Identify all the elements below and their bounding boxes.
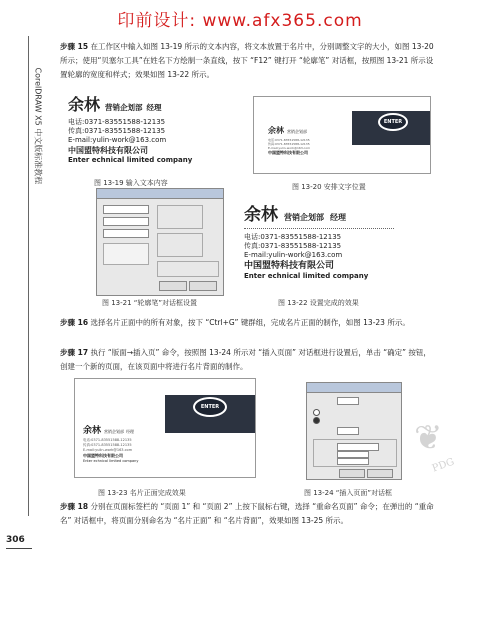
book-spine [14, 36, 43, 516]
caption-13-21: 图 13-21 “轮廓笔”对话框设置 [102, 299, 198, 307]
front-card-title: 经理 [126, 429, 135, 434]
page-count-input[interactable] [337, 397, 359, 405]
insert-page-dialog [306, 382, 402, 480]
mini-card-fax: 传真:0371-83551588-12135 [268, 142, 310, 146]
paper-select[interactable] [337, 443, 379, 451]
step-15-label: 步骤 15 [60, 42, 89, 51]
front-card-fax: 传真:0371-83551588-12135 [83, 443, 132, 447]
figure-13-23-card [74, 378, 256, 478]
front-card-email: E-mail:yulin-work@163.com [83, 448, 133, 452]
step-16-label: 步骤 16 [60, 318, 89, 327]
effect-company-cn: 中国盟特科技有限公司 [244, 261, 335, 271]
width-field[interactable] [337, 451, 369, 458]
step-18-paragraph [60, 500, 438, 528]
step-15-text: 在工作区中输入如图 13-19 所示的文本内容，将文本放置于名片中，分别调整文字的大小，如图 13-20 所示；使用“贝塞尔工具”在姓名下方绘制一条直线，按下 “F12” 键打开 “轮廓笔” 对话框，按照图 13-21 所示设置轮廓的宽度和样式；效果如图 13-22 所示。 [60, 42, 434, 79]
corner-watermark: PDG [430, 456, 456, 475]
step-16-paragraph [60, 316, 438, 330]
card-name: 余林 [68, 95, 101, 114]
enter-logo-icon: ENTER [378, 113, 408, 131]
arrows-group [103, 243, 149, 265]
caption-13-19: 图 13-19 输入文本内容 [94, 179, 168, 187]
page-number-rule [6, 548, 32, 549]
height-field[interactable] [337, 458, 369, 465]
corner-ornament-icon: ❦ [414, 418, 443, 458]
card-phone: 电话:0371-83551588-12135 [68, 118, 166, 126]
caption-13-24: 图 13-24 “插入页面”对话框 [304, 489, 393, 497]
cancel-button[interactable] [189, 281, 217, 291]
corners-group [157, 205, 203, 229]
front-card-dept: 营销企划部 [104, 429, 125, 434]
mini-card-email: E-mail:yulin-work@163.com [268, 146, 311, 150]
front-card-text [83, 423, 138, 464]
effect-email: E-mail:yulin-work@163.com [244, 251, 343, 259]
caps-group [157, 233, 203, 257]
mini-card-company: 中国盟特科技有限公司 [268, 150, 308, 155]
insert-ok-button[interactable] [339, 469, 365, 478]
step-17-paragraph [60, 346, 438, 374]
insert-dialog-titlebar [307, 383, 401, 393]
options-group [157, 261, 219, 277]
step-18-text: 分别在页面标签栏的 “页面 1” 和 “页面 2” 上按下鼠标右键，选择 “重命名页面” 命令；在弹出的 “重命名” 对话框中，将页面分别命名为 “名片正面” 和 “名片背面”，效果如图 13-25 所示。 [60, 502, 434, 525]
step-17-text: 执行 “版面→插入页” 命令，按照图 13-24 所示对 “插入页面” 对话框进行设置后，单击 “确定” 按钮，创建一个新的页面，在该页面中将进行名片背面的制作。 [60, 348, 431, 371]
underline-rule [244, 228, 394, 229]
style-select[interactable] [103, 229, 149, 238]
page-number: 306 [6, 535, 25, 545]
effect-dept: 营销企划部 [284, 213, 324, 222]
card-email: E-mail:yulin-work@163.com [68, 136, 167, 144]
step-15-paragraph [60, 40, 438, 82]
mini-card-dept: 营销企划部 [287, 129, 307, 134]
step-16-text: 选择名片正面中的所有对象，按下 “Ctrl+G” 键群组，完成名片正面的制作，如图 13-23 所示。 [90, 318, 410, 327]
after-radio[interactable] [313, 417, 320, 424]
front-card-name: 余林 [83, 426, 102, 436]
ok-button[interactable] [159, 281, 187, 291]
card-company-en: Enter echnical limited company [68, 156, 193, 164]
outline-pen-dialog [96, 188, 224, 296]
caption-13-23: 图 13-23 名片正面完成效果 [98, 489, 186, 497]
figure-13-19 [68, 92, 238, 172]
figure-13-22 [244, 200, 440, 296]
before-radio[interactable] [313, 409, 320, 416]
mini-card-phone: 电话:0371-83551588-12135 [268, 138, 310, 142]
effect-company-en: Enter echnical limited company [244, 272, 369, 280]
existing-page-input[interactable] [337, 427, 359, 435]
mini-card-text [268, 125, 310, 155]
spine-title: CorelDRAW X5 中文版标准教程 [33, 67, 43, 185]
insert-cancel-button[interactable] [367, 469, 393, 478]
figure-13-20-card [253, 96, 431, 174]
card-dept: 营销企划部 [105, 103, 143, 112]
dialog-titlebar [97, 189, 223, 199]
width-input[interactable] [103, 205, 149, 214]
step-17-label: 步骤 17 [60, 348, 89, 357]
card-company-cn: 中国盟特科技有限公司 [68, 145, 148, 155]
front-enter-logo-icon: ENTER [193, 397, 227, 417]
front-card-company: 中国盟特科技有限公司 [83, 453, 123, 458]
card-fax: 传真:0371-83551588-12135 [68, 127, 166, 135]
caption-13-20: 图 13-20 安排文字位置 [292, 183, 366, 191]
caption-13-22: 图 13-22 设置完成的效果 [278, 299, 359, 307]
front-card-company-en: Enter echnical limited company [83, 459, 139, 463]
card-title: 经理 [146, 103, 162, 112]
front-card-phone: 电话:0371-83551588-12135 [83, 438, 132, 442]
color-select[interactable] [103, 217, 149, 226]
header-watermark: 印前设计: www.afx365.com [117, 11, 363, 31]
step-18-label: 步骤 18 [60, 502, 89, 511]
mini-card-name: 余林 [268, 125, 284, 135]
effect-phone: 电话:0371-83551588-12135 [244, 233, 342, 241]
effect-name: 余林 [244, 205, 278, 225]
effect-fax: 传真:0371-83551588-12135 [244, 242, 342, 250]
effect-title: 经理 [330, 213, 346, 222]
